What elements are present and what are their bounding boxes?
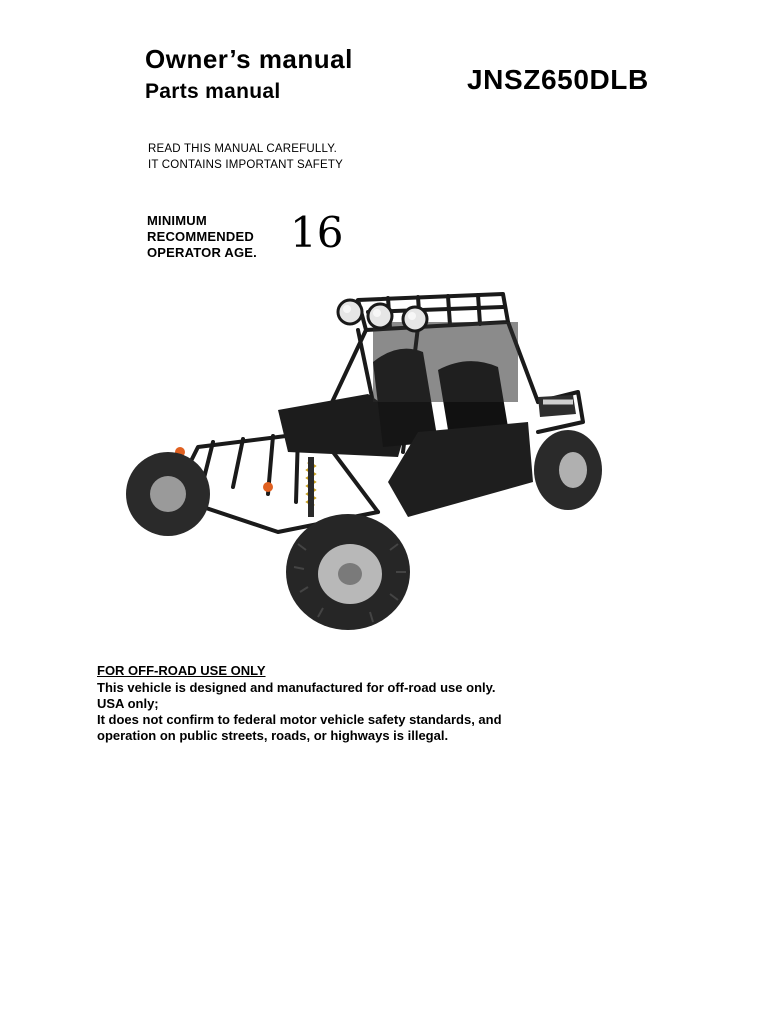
safety-warning-line-1: READ THIS MANUAL CAREFULLY. [148,143,338,155]
manual-title: Owner’s manual [145,44,353,74]
notice-line-4: operation on public streets, roads, or highways is illegal. [97,728,449,743]
model-number: JNSZ650DLB [467,64,649,95]
safety-warning-line-2: IT CONTAINS IMPORTANT SAFETY [148,159,343,171]
manual-subtitle: Parts manual [145,80,281,103]
notice-heading: FOR OFF-ROAD USE ONLY [97,663,266,678]
age-label-line-1: MINIMUM [147,213,207,228]
notice-line-3: It does not confirm to federal motor vehicle safety standards, and [97,712,502,727]
age-label-line-3: OPERATOR AGE. [147,245,257,260]
age-label-line-2: RECOMMENDED [147,229,254,244]
off-road-buggy-icon [118,282,608,632]
notice-line-2: USA only; [97,696,159,711]
minimum-age-value: 16 [290,208,344,257]
notice-line-1: This vehicle is designed and manufactured for off-road use only. [97,680,496,695]
